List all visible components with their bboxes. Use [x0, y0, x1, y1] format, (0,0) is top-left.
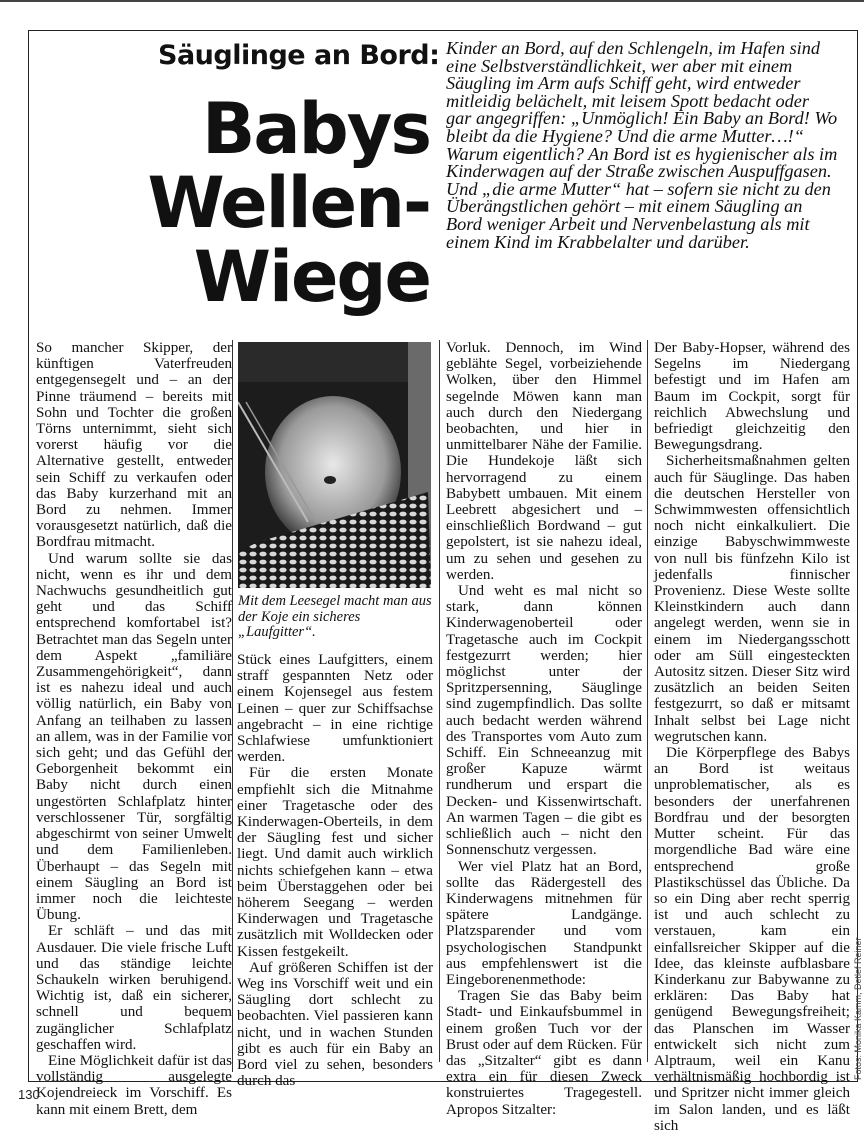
article-column-2 — [237, 652, 433, 1089]
paragraph: Eine Möglichkeit dafür ist das vollständig ausgelegte Kojendreieck im Vorschiff. Es kann mit einem Brett, dem — [36, 1052, 232, 1118]
headline — [147, 88, 430, 318]
top-rule — [0, 0, 864, 2]
article-column-3 — [446, 340, 642, 1118]
headline-line-3: Wiege — [193, 236, 430, 318]
paragraph: Stück eines Laufgitters, einem straff gespannten Netz oder einem Kojensegel aus festem Leinen – quer zur Schiffsachse angebracht – in eine richtige Schlafwiese umfunktioniert werden. — [237, 652, 433, 766]
article-column-4 — [654, 340, 850, 1134]
column-divider-3 — [647, 340, 648, 1062]
photo-caption: Mit dem Leesegel macht man aus der Koje ein sicheres „Laufgitter“. — [238, 593, 432, 641]
paragraph: Und warum sollte sie das nicht, wenn es ihr und dem Nachwuchs gesundheitlich gut geht und das Schiff entsprechend komfortabel ist? Betrachtet man das Segeln unter dem Aspekt „familiäre Zusammengehörigkeit“, dann ist es nahezu ideal und auch völlig natürlich, ein Baby von Anfang an teilhaben zu lassen an allem, was in der Familie vor sich geht; und das Gefühl der Geborgenheit bekommt ein Baby nicht durch einen ungestörten Schlafplatz hinter verschlossener Tür, sorgfältig abgeschirmt von seiner Umwelt und dem Familienleben. Überhaupt – das Segeln mit einem Säugling an Bord ist immer noch die leichteste Übung. — [36, 550, 232, 924]
paragraph: Auf größeren Schiffen ist der Weg ins Vorschiff weit und ein Säugling dort schlecht zu beobachten. Viel passieren kann nicht, und in wachen Stunden gibt es auch für ein Baby an Bord viel zu sehen, besonders durch das — [237, 959, 433, 1090]
intro-paragraph — [446, 40, 838, 251]
paragraph: Er schläft – und das mit Ausdauer. Die viele frische Luft und das ständige leichte Schaukeln wirken beruhigend. Wichtig ist, daß ein sicherer, schnell und bequem zugänglicher Schlafplatz geschaffen wird. — [36, 923, 232, 1053]
column-divider-2 — [439, 340, 440, 1062]
baby-in-bunk-photo — [238, 342, 431, 588]
intro-text: Kinder an Bord, auf den Schlengeln, im Hafen sind eine Selbstverständlichkeit, wer aber mit einem Säugling im Arm aufs Schiff geht, wird entweder mitleidig belächelt, mit leisem Spott bedacht oder gar angegriffen: „Unmöglich! Ein Baby an Bord! Wo bleibt da die Hygiene? Und die arme Mutter…!“ Warum eigentlich? An Bord ist es hygienischer als im Kinderwagen auf der Straße zwischen Auspuffgasen. Und „die arme Mutter“ hat – sofern sie nicht zu den Überängstlichen gehört – mit einem Säugling an Bord weniger Arbeit und Nervenbelastung als mit einem Kind im Krabbelalter und darüber. — [446, 38, 838, 252]
kicker-title: Säuglinge an Bord: — [158, 40, 440, 71]
paragraph: So mancher Skipper, der künftigen Vaterfreuden entgegensegelt und – an der Pinne träumend – bereits mit Sohn und Tochter die großen Törns unternimmt, sieht sich vorerst häufig vor die Alternative gestellt, entweder sein Schiff zu verkaufen oder das Baby kurzerhand mit an Bord zu nehmen. Immer vorausgesetzt natürlich, daß die Bordfrau mitmacht. — [36, 340, 232, 551]
paragraph: Die Körperpflege des Babys an Bord ist weitaus unproblematischer, als es besonders der unerfahrenen Bordfrau und der besorgten Mutter scheint. Für das morgendliche Bad wäre eine entsprechend große Plastikschüssel das Übliche. Da so ein Ding aber recht sperrig ist und auch schlecht zu verstauen, kam ein einfallsreicher Skipper auf die Idee, das kleinste aufblasbare Kinderkanu zur Babywanne zu erklären: Das Baby hat genügend Bewegungsfreiheit; das Planschen im Wasser entwickelt sich nicht zum Alptraum, weil ein Kanu verhältnismäßig hochbordig ist und Spritzer nicht immer gleich im Salon landen, und es läßt sich — [654, 745, 850, 1134]
photo-credit: Fotos: Monika Kamm, Detlef Reiner — [853, 937, 863, 1080]
article-column-1 — [36, 340, 232, 1118]
paragraph: Wer viel Platz hat an Bord, sollte das Rädergestell des Kinderwagens mitnehmen für spätere Landgänge. Platzsparender und vom psychologischen Standpunkt aus empfehlenswert ist die Eingeborenenmethode: — [446, 858, 642, 988]
paragraph: Für die ersten Monate empfiehlt sich die Mitnahme einer Tragetasche oder des Kinderwagen-Oberteils, in dem der Säugling fest und sicher liegt. Und damit auch wirklich nichts schiefgehen kann – etwa beim Überstaggehen oder bei höherem Seegang – werden Kinderwagen und Tragetasche zusätzlich mit Wolldecken oder Kissen festgekeilt. — [237, 765, 433, 960]
paragraph: Der Baby-Hopser, während des Segelns im Niedergang befestigt und im Hafen am Baum im Cockpit, sorgt für reichlich Abwechslung und befriedigt gleichzeitig den Bewegungsdrang. — [654, 340, 850, 454]
paragraph: Vorluk. Dennoch, im Wind geblähte Segel, vorbeiziehende Wolken, über den Himmel segelnde Möwen kann man auch durch den Niedergang beobachten, und hier in unmittelbarer Nähe der Familie. Die Hundekoje läßt sich hervorragend zu einem Babybett umbauen. Mit einem Leebrett abgesichert und – einschließlich Bordwand – gut gepolstert, ist sie nahezu ideal, um zu sehen und gesehen zu werden. — [446, 340, 642, 583]
column-divider-1 — [232, 340, 233, 1072]
paragraph: Und weht es mal nicht so stark, dann können Kinderwagenoberteil oder Tragetasche auch im Cockpit festgezurrt werden; hier möglichst unter der Spritzpersenning, Säuglinge sind zugempfindlich. Das sollte auch bedacht werden während des Transportes vom Auto zum Schiff. Ein Schneeanzug mit großer Kapuze wärmt rundherum und erspart die Decken- und Kissenwirtschaft. An warmen Tagen – die gibt es schließlich auch – nicht den Sonnenschutz vergessen. — [446, 583, 642, 859]
headline-line-2: Wellen- — [147, 162, 430, 244]
paragraph: Sicherheitsmaßnahmen gelten auch für Säuglinge. Das haben die deutschen Hersteller von Schwimmwesten offensichtlich noch nicht einkalkuliert. Die einzige Babyschwimmweste von null bis fünfzehn Kilo ist jedenfalls finnischer Provenienz. Diese Weste sollte Kleinstkindern auch dann angelegt werden, wenn sie in einem im Niedergangsschott oder am Süll eingesteckten Autositz sitzen. Dieser Sitz wird zusätzlich an beiden Seiten festgezurrt, so daß er mitsamt Inhalt selbst bei Lage nicht wegrutschen kann. — [654, 453, 850, 745]
headline-line-1: Babys — [202, 88, 430, 170]
paragraph: Tragen Sie das Baby beim Stadt- und Einkaufsbummel in einem großen Tuch vor der Brust oder auf dem Rücken. Für das „Sitzalter“ gibt es dann extra ein für diesen Zweck konstruiertes Tragegestell. Apropos Sitzalter: — [446, 988, 642, 1118]
page-number: 130 — [18, 1087, 40, 1102]
